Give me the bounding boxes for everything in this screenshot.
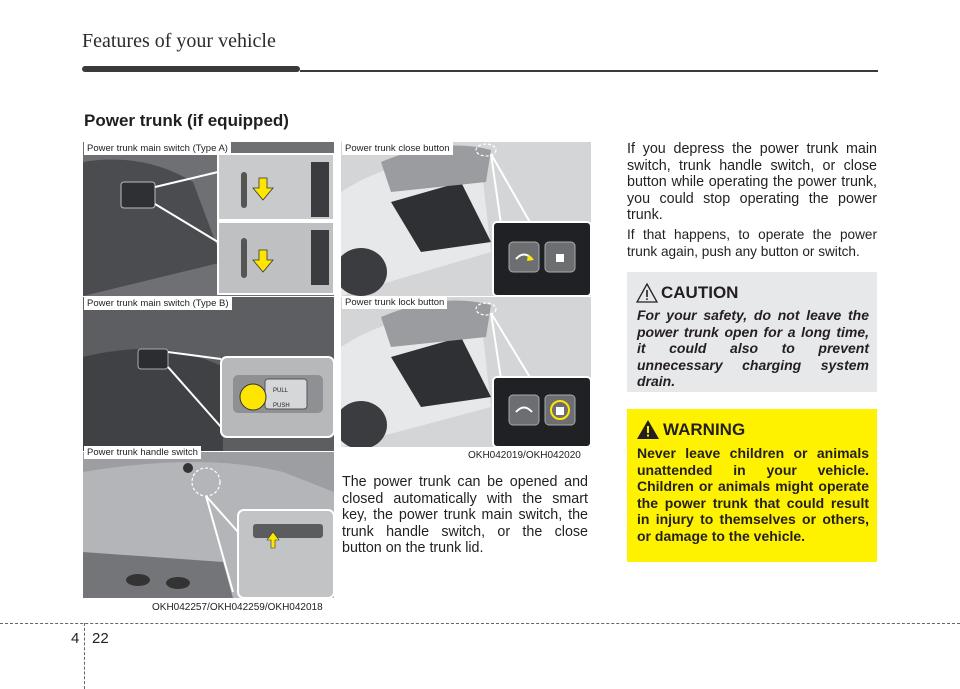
figure-main-switch-type-a [83,142,334,296]
footer-divider [84,623,85,689]
warning-box [627,409,877,562]
figure-handle-switch [83,452,334,598]
figure-codes-right: OKH042019/OKH042020 [468,450,581,461]
caution-triangle-icon [636,283,658,303]
header-rule [300,70,878,72]
page-number: 22 [92,630,109,647]
caption-main-switch-type-b: Power trunk main switch (Type B) [84,297,232,310]
switch-pull-label: PULL [273,388,289,394]
main-switch-type-a-illustration [83,142,334,296]
caption-main-switch-type-a: Power trunk main switch (Type A) [84,142,231,155]
close-button-illustration [341,142,591,296]
caption-lock-button: Power trunk lock button [342,296,447,309]
warning-triangle-icon [636,419,660,440]
footer-rule [0,623,960,624]
caption-handle-switch: Power trunk handle switch [84,446,201,459]
caution-title: CAUTION [661,283,739,302]
page-heading: Power trunk (if equipped) [84,111,289,130]
intro-paragraph: The power trunk can be opened and closed automatically with the smart key, the power trunk main switch, the trunk handle switch, or the close button on the trunk lid. [342,474,588,556]
warning-text: Never leave children or animals unattended in your vehicle. Children or animals might operate the power trunk that could result in injury to themselves or others, or damage to the vehicle. [637,445,869,544]
handle-switch-illustration [83,452,334,598]
body-paragraph-2: If that happens, to operate the power trunk again, push any button or switch. [627,227,877,259]
figure-codes-left: OKH042257/OKH042259/OKH042018 [152,602,323,613]
caution-text: For your safety, do not leave the power trunk open for a long time, it could also to prevent unnecessary charging system drain. [637,307,869,389]
figure-close-button [341,142,591,296]
body-paragraph-1: If you depress the power trunk main switch, trunk handle switch, or close button while operating the power trunk, you could stop operating the power trunk. [627,141,877,223]
section-title: Features of your vehicle [82,30,276,52]
figure-lock-button [341,297,591,447]
switch-push-label: PUSH [273,403,290,409]
caption-close-button: Power trunk close button [342,142,453,155]
warning-title: WARNING [663,420,746,439]
chapter-number: 4 [71,630,80,647]
figure-main-switch-type-b [83,297,334,451]
main-switch-type-b-illustration [83,297,334,451]
lock-button-illustration [341,297,591,447]
caution-box [627,272,877,392]
header-bar [82,66,300,72]
